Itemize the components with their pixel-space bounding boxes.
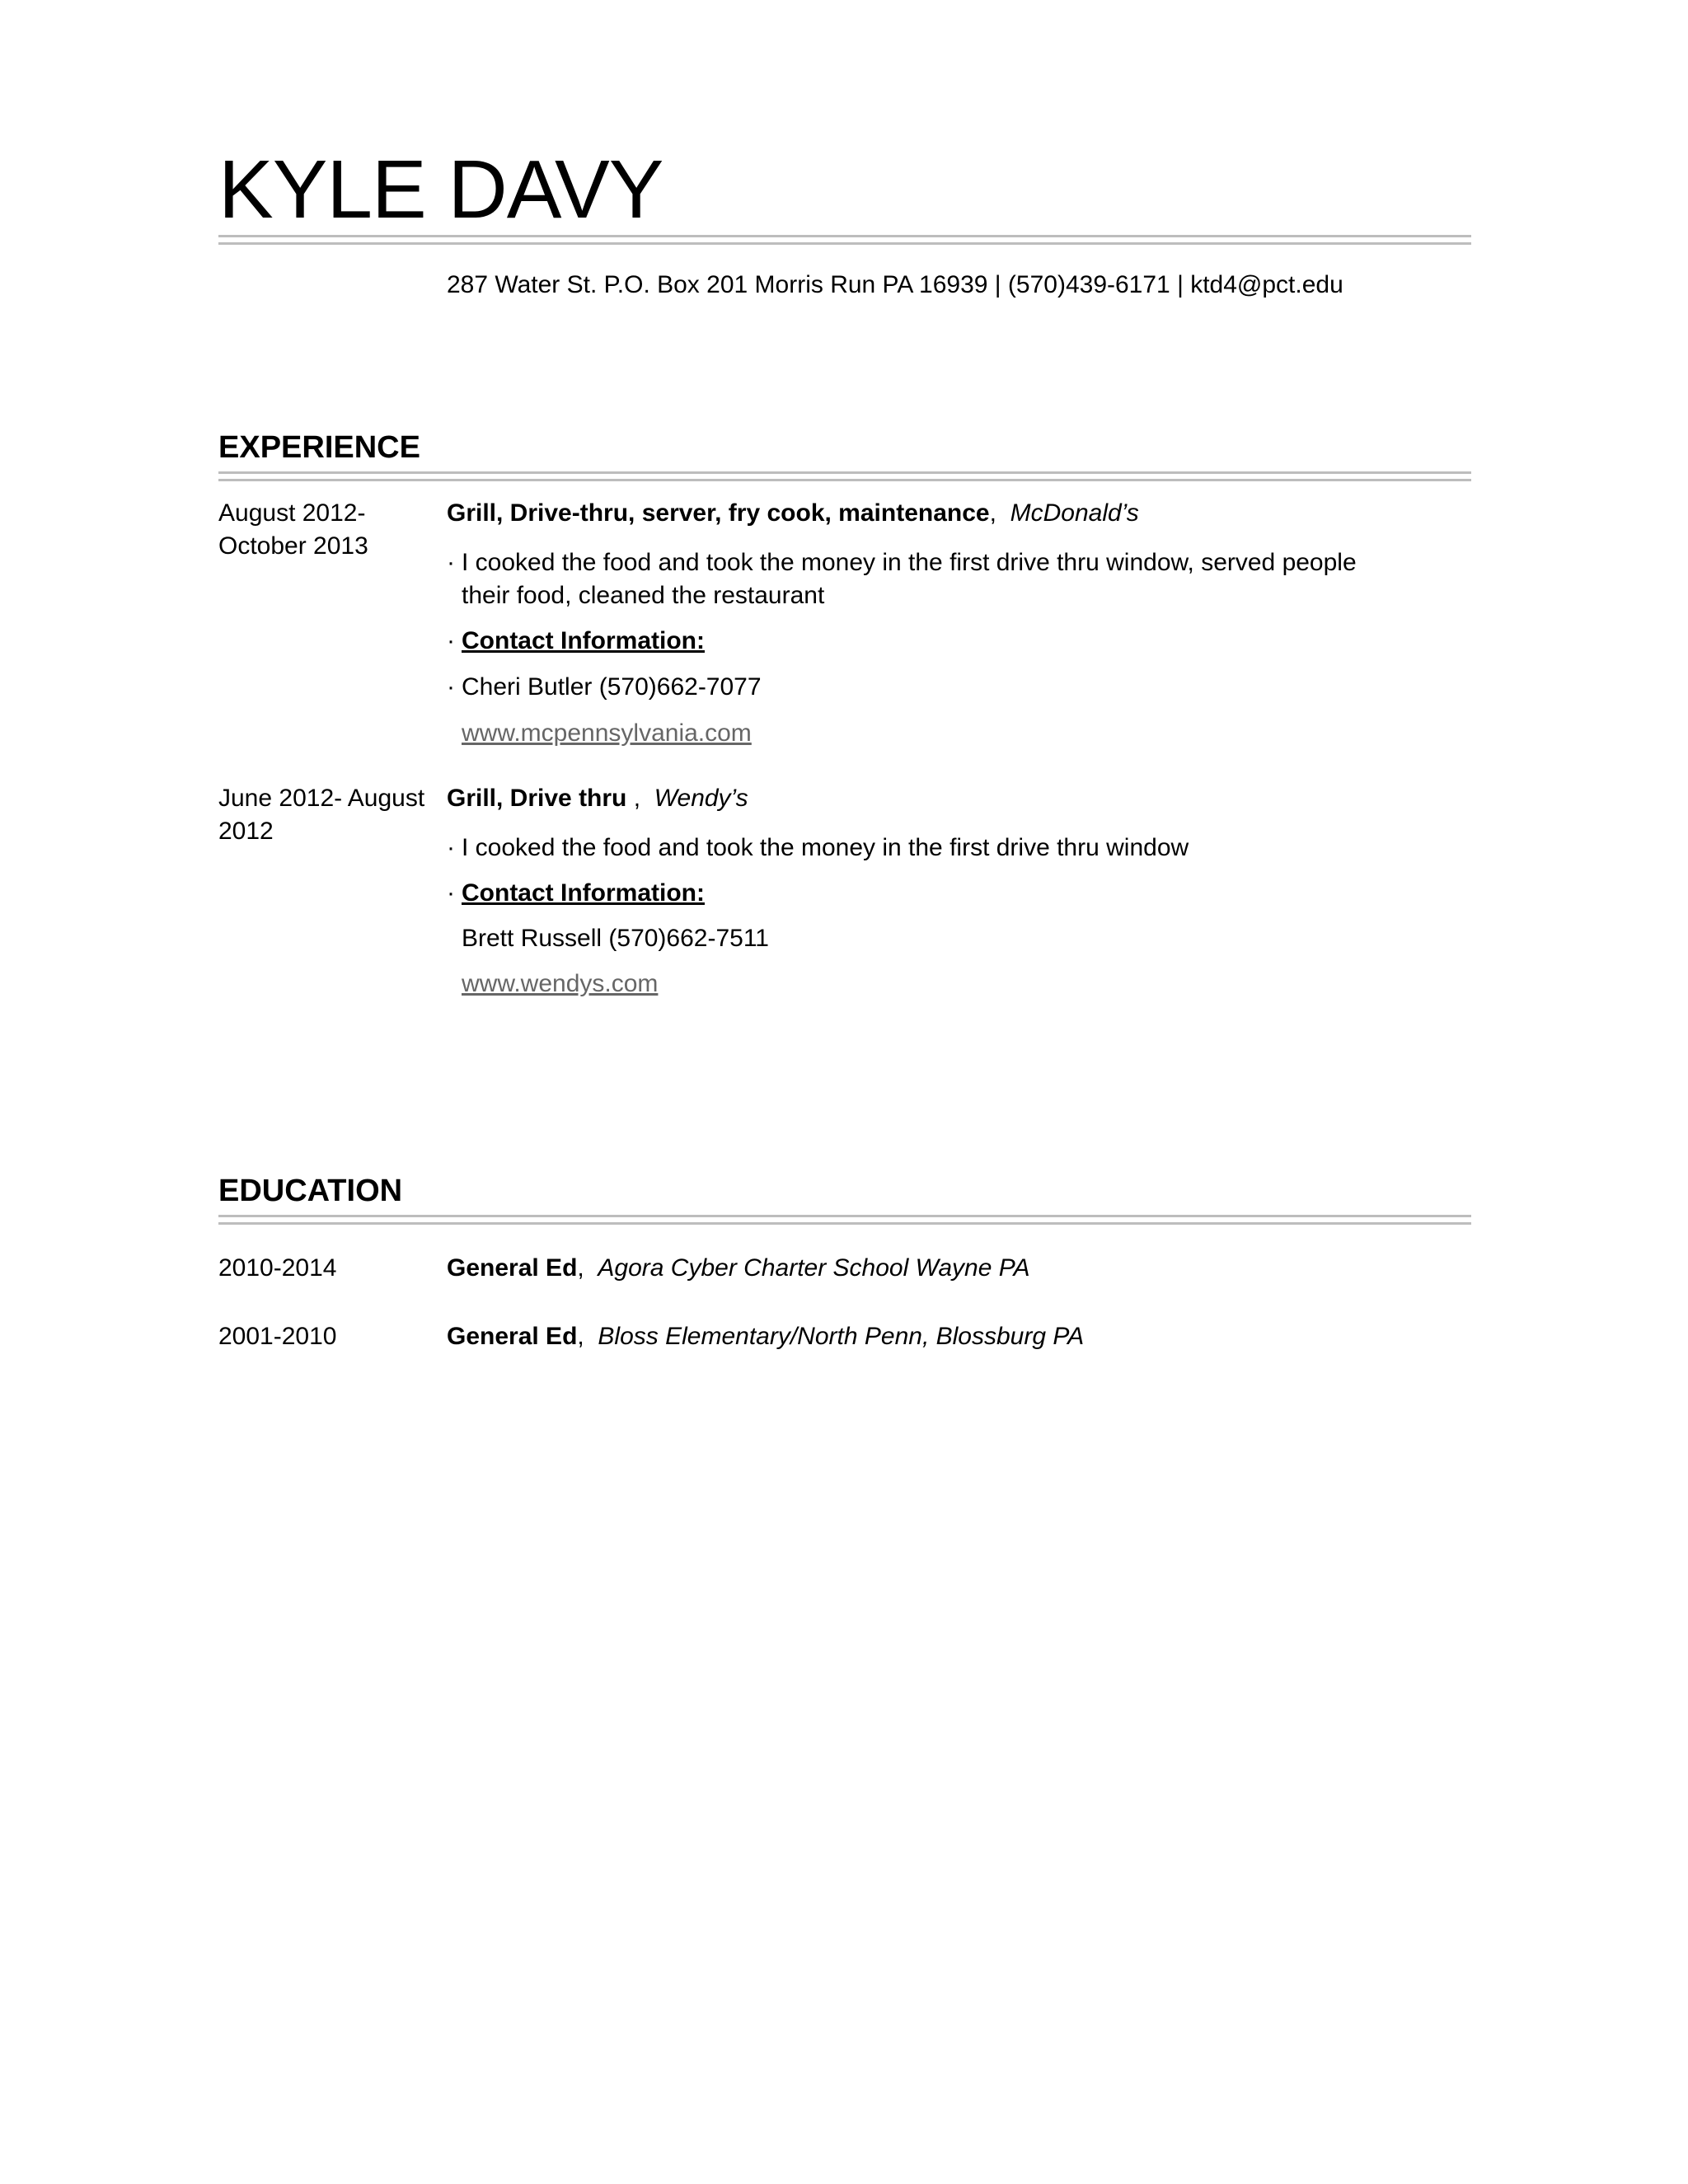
education-entry (447, 1320, 1395, 1353)
education-comma: , (577, 1254, 598, 1282)
job-comma: , (989, 499, 1010, 527)
job-title-line (447, 782, 1395, 815)
job-date-line: August 2012- (218, 499, 366, 527)
job-duty (447, 832, 1395, 865)
job-website-line (447, 717, 1395, 750)
bullet-dot: · (447, 879, 455, 907)
contact-line: 287 Water St. P.O. Box 201 Morris Run PA 16939 | (570)439-6171 | ktd4@pct.edu (447, 271, 1343, 298)
job-employer: Wendy’s (654, 785, 748, 812)
experience-divider (218, 471, 1471, 481)
education-heading: EDUCATION (218, 1174, 403, 1208)
job-date (218, 497, 433, 563)
education-degree: General Ed (447, 1323, 578, 1350)
job-website-line (447, 968, 1395, 1001)
education-date: 2010-2014 (218, 1254, 337, 1282)
job-title-line (447, 497, 1395, 530)
job-contact-heading: Contact Information: (462, 627, 705, 654)
job-employer: McDonald’s (1010, 499, 1139, 527)
job-role: Grill, Drive-thru, server, fry cook, maintenance (447, 499, 990, 527)
education-divider (218, 1215, 1471, 1225)
education-school: Agora Cyber Charter School Wayne PA (598, 1254, 1030, 1282)
education-entry (447, 1252, 1395, 1285)
job-contact-person: Cheri Butler (570)662-7077 (462, 673, 762, 701)
job-contact-heading-line (447, 877, 1395, 910)
job-duty-text: I cooked the food and took the money in the first drive thru window (462, 834, 1189, 861)
bullet-dot: · (447, 627, 455, 654)
header-divider (218, 235, 1471, 245)
job-website-link[interactable]: www.mcpennsylvania.com (462, 719, 752, 747)
job-date-line: 2012 (218, 818, 274, 845)
job-comma: , (633, 785, 654, 812)
education-degree: General Ed (447, 1254, 578, 1282)
job-duty (447, 546, 1385, 612)
education-comma: , (577, 1323, 598, 1350)
job-entry (447, 782, 1395, 1001)
job-contact-heading: Contact Information: (462, 879, 705, 907)
job-entry (447, 497, 1395, 750)
job-date (218, 782, 433, 848)
job-contact-heading-line (447, 625, 1395, 658)
job-website-link[interactable]: www.wendys.com (462, 970, 659, 997)
job-duty-text: I cooked the food and took the money in the first drive thru window, served people their food, cleaned the restaurant (462, 549, 1357, 609)
job-role: Grill, Drive thru (447, 785, 634, 812)
job-date-line: June 2012- August (218, 785, 425, 812)
education-date: 2001-2010 (218, 1323, 337, 1350)
job-date-line: October 2013 (218, 532, 368, 560)
bullet-dot: · (447, 549, 455, 576)
job-contact-person-line (447, 671, 1395, 704)
bullet-dot: · (447, 834, 455, 861)
resume-name: KYLE DAVY (218, 143, 663, 236)
job-contact-person: Brett Russell (570)662-7511 (462, 925, 769, 952)
bullet-dot: · (447, 673, 455, 701)
job-contact-person-line (447, 922, 1395, 955)
education-school: Bloss Elementary/North Penn, Blossburg PA (598, 1323, 1085, 1350)
experience-heading: EXPERIENCE (218, 430, 420, 465)
